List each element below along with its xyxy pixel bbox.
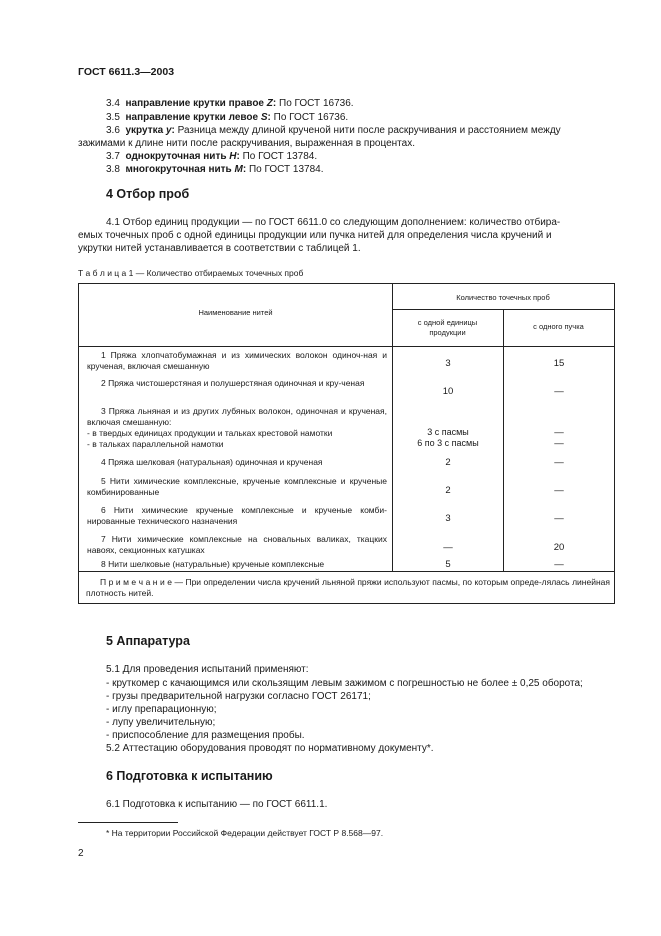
table-row-3-bundle-2: — <box>554 438 564 449</box>
section-5-paragraph-2: 5.2 Аттестацию оборудования проводят по нормативному документу*. <box>106 743 434 754</box>
table-row-5-bundle: — <box>554 485 564 496</box>
table-row-6-bundle: — <box>554 513 564 524</box>
equipment-item-3: - иглу препарационную; <box>106 704 217 715</box>
table-row-3-sub-2: - в тальках параллельной намотки <box>87 439 224 449</box>
table-row-1-name: 1 Пряжа хлопчатобумажная и из химических волокон одиноч-ная и крученая, включая смешанную <box>87 350 387 371</box>
table-row-3-bundle-1: — <box>554 427 564 438</box>
definition-3-6-continued: зажимами к длине нити после раскручивания, выраженная в процентах. <box>78 138 415 149</box>
table-row-2-bundle: — <box>554 386 564 397</box>
table-row-6-name: 6 Нити химические крученые комплексные и крученые комби-нированные технического назначения <box>87 505 387 526</box>
header-sample-count: Количество точечных проб <box>456 293 550 302</box>
footnote-separator <box>78 822 178 823</box>
header-per-unit: с одной единицы продукции <box>417 318 478 337</box>
table-row-7-bundle: 20 <box>553 542 565 553</box>
table-row-7-name: 7 Нити химические комплексные на сновальных валиках, ткацких навоях, секционных катушках <box>87 534 387 555</box>
page-number: 2 <box>78 848 84 859</box>
definition-3-8: 3.8 многокруточная нить М: По ГОСТ 13784. <box>106 164 324 175</box>
header-thread-name: Наименование нитей <box>198 308 273 317</box>
section-6-title: 6 Подготовка к испытанию <box>106 769 273 783</box>
section-4-paragraph-line-2: емых точечных проб с одной единицы продукции или пучка нитей для определения числа кручений и <box>78 230 552 241</box>
table-row-8-bundle: — <box>554 559 564 570</box>
definition-3-7: 3.7 однокруточная нить Н: По ГОСТ 13784. <box>106 151 318 162</box>
table-caption: Т а б л и ц а 1 — Количество отбираемых точечных проб <box>78 268 304 278</box>
section-5-title: 5 Аппаратура <box>106 634 190 648</box>
equipment-item-5: - приспособление для размещения пробы. <box>106 730 305 741</box>
table-row-3-name: 3 Пряжа льняная и из других лубяных волокон, одиночная и крученая, включая смешанную: <box>87 406 387 427</box>
footnote: * На территории Российской Федерации действует ГОСТ Р 8.568—97. <box>106 828 384 838</box>
table-row-5-unit: 2 <box>445 485 451 496</box>
table-row-8-unit: 5 <box>445 559 451 570</box>
table-note: П р и м е ч а н и е — При определении числа кручений льняной пряжи используют пасмы, по которым опреде-лялась линейная плотность нитей. <box>86 577 610 598</box>
table-row-1-unit: 3 <box>445 358 451 369</box>
equipment-item-2: - грузы предварительной нагрузки согласно ГОСТ 26171; <box>106 691 371 702</box>
section-4-paragraph-line-3: укрутки нитей устанавливается в соответствии с таблицей 1. <box>78 243 361 254</box>
table-row-1-bundle: 15 <box>553 358 565 369</box>
table-row-3-sub-1: - в твердых единицах продукции и тальках крестовой намотки <box>87 428 333 438</box>
definition-3-5: 3.5 направление крутки левое S: По ГОСТ 16736. <box>106 112 349 123</box>
table-row-3-unit-1: 3 с пасмы <box>427 427 469 437</box>
section-6-paragraph-1: 6.1 Подготовка к испытанию — по ГОСТ 6611.1. <box>106 799 328 810</box>
table-row-8-name: 8 Нити шелковые (натуральные) крученые комплексные <box>101 559 325 569</box>
definition-3-4: 3.4 направление крутки правое Z: По ГОСТ 16736. <box>106 98 354 109</box>
table-row-4-name: 4 Пряжа шелковая (натуральная) одиночная и крученая <box>101 457 323 467</box>
equipment-item-1: - круткомер с качающимся или скользящим левым зажимом с погрешностью не более ± 0,25 оборота; <box>106 678 583 689</box>
table-hline-header <box>79 346 614 347</box>
header-per-bundle: с одного пучка <box>533 322 584 331</box>
table-row-5-name: 5 Нити химические комплексные, крученые комплексные и крученые комбинированные <box>87 476 387 497</box>
definition-3-6: 3.6 укрутка у: Разница между длиной крученой нити после раскручивания и расстоянием между <box>106 125 561 136</box>
table-row-4-unit: 2 <box>445 457 451 468</box>
section-4-title: 4 Отбор проб <box>106 187 190 201</box>
section-5-paragraph-1: 5.1 Для проведения испытаний применяют: <box>106 664 309 675</box>
table-hline-group <box>392 309 614 310</box>
equipment-item-4: - лупу увеличительную; <box>106 717 216 728</box>
table-hline-body <box>79 571 614 572</box>
table-row-7-unit: — <box>443 542 453 553</box>
table-row-6-unit: 3 <box>445 513 451 524</box>
section-4-paragraph-line-1: 4.1 Отбор единиц продукции — по ГОСТ 6611.0 со следующим дополнением: количество отбира- <box>106 217 561 228</box>
table-row-2-name: 2 Пряжа чистошерстяная и полушерстяная одиночная и кру-ченая <box>101 378 365 388</box>
sampling-table <box>78 283 615 604</box>
document-header: ГОСТ 6611.3—2003 <box>78 66 175 78</box>
table-row-2-unit: 10 <box>442 386 454 397</box>
table-row-4-bundle: — <box>554 457 564 468</box>
table-row-3-unit-2: 6 по 3 с пасмы <box>417 438 479 448</box>
